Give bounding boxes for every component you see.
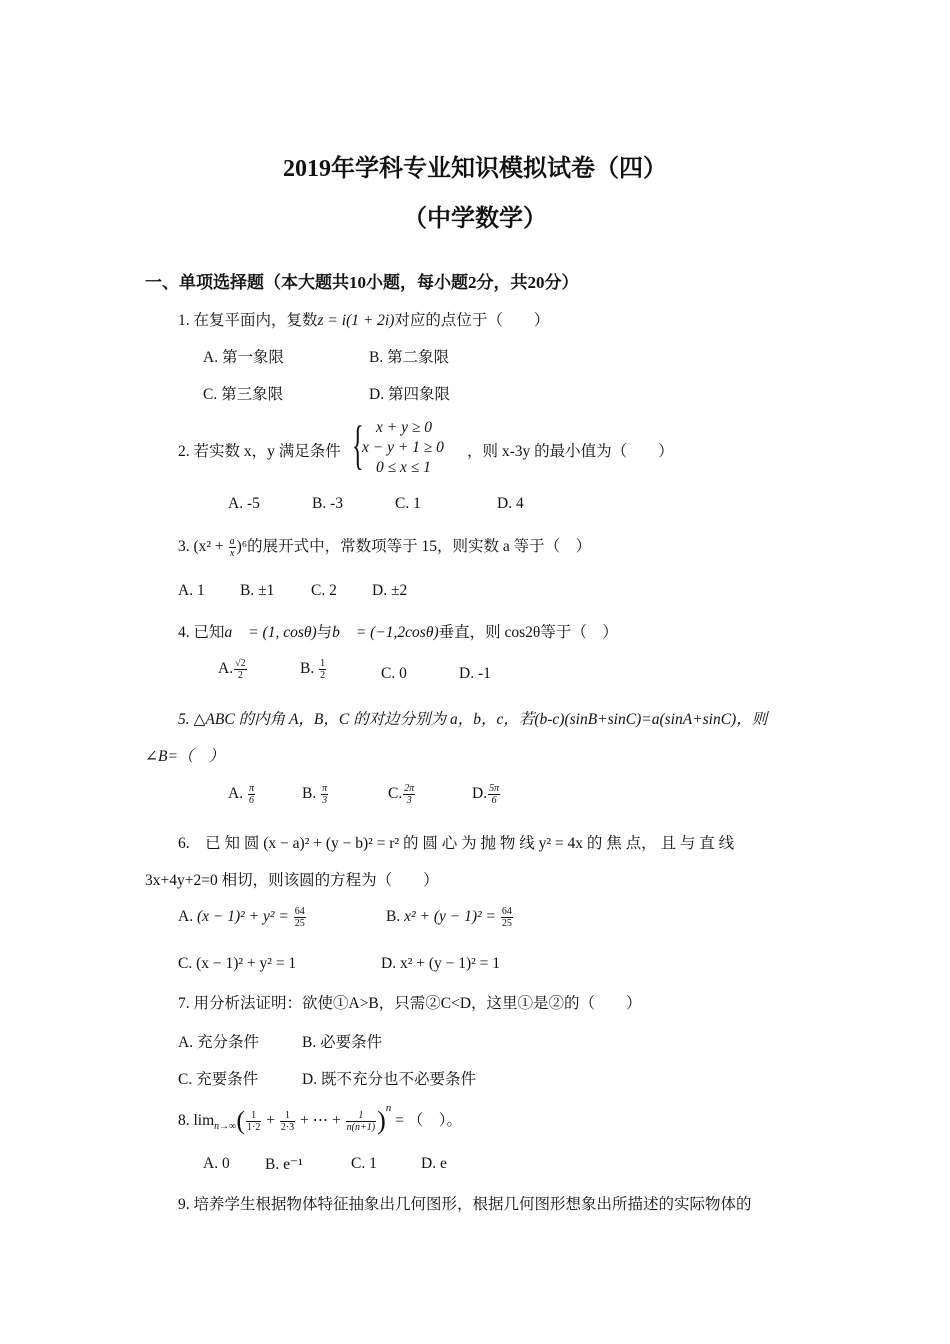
q7-option-d: D. 既不充分也不必要条件	[302, 1071, 476, 1088]
brace-icon: {	[352, 415, 364, 475]
q7-option-b: B. 必要条件	[302, 1034, 383, 1051]
q4-vector-b: b⃗ = (−1,2cosθ)	[332, 624, 439, 641]
q4-stem-b: 垂直，则 cos2θ等于（ ）	[438, 624, 618, 641]
q8-sub: n→∞	[214, 1121, 237, 1133]
q2-option-d: D. 4	[497, 495, 524, 512]
q2-stem-a: 2. 若实数 x，y 满足条件	[178, 443, 341, 460]
q4-vector-a: a⃗ = (1, cosθ)	[224, 624, 317, 641]
page-title: 2019年学科专业知识模拟试卷（四）	[283, 156, 667, 182]
q7-option-a: A. 充分条件	[178, 1034, 259, 1051]
q5-opt-a-fraction: $\frac{\pi}{6}$	[248, 783, 254, 806]
q8-term-2: $\frac{1}{2\cdot 3}$	[280, 1109, 295, 1133]
question-3	[178, 534, 591, 559]
q2-option-b: B. -3	[312, 495, 343, 512]
q3-option-d: D. ±2	[372, 582, 408, 599]
q2-constraint-3: 0 ≤ x ≤ 1	[376, 459, 431, 476]
q3-stem-a: 3. (x² +	[178, 538, 228, 555]
q6-option-d: D. x² + (y − 1)² = 1	[381, 955, 501, 972]
q6-option-b: B. x² + (y − 1)² = $\frac{64}{25}$	[386, 906, 512, 929]
q3-option-a: A. 1	[178, 582, 205, 599]
q5-opt-c-fraction: $\frac{2\pi}{3}$	[404, 783, 415, 806]
page-subtitle: （中学数学）	[403, 206, 547, 232]
q1-option-c: C. 第三象限	[203, 386, 284, 403]
q5-opt-d-fraction: $\frac{5\pi}{6}$	[489, 783, 500, 806]
question-1	[178, 308, 549, 330]
q7-stem: 7. 用分析法证明：欲使①A>B，只需②C<D，这里①是②的（ ）	[178, 995, 642, 1012]
q8-lim: 8. lim	[178, 1112, 215, 1129]
q5-option-b: B. $\frac{\pi}{3}$	[302, 783, 328, 806]
q6-line-1: 6. 已 知 圆 (x − a)² + (y − b)² = r² 的 圆 心 为 抛 物 线 y² = 4x 的 焦 点， 且 与 直 线	[178, 835, 735, 852]
q4-option-a: A. $\frac{√2}{2}$	[218, 658, 246, 681]
q4-stem-a: 4. 已知	[178, 624, 225, 641]
q3-option-c: C. 2	[311, 582, 337, 599]
q2-option-c: C. 1	[395, 495, 421, 512]
q5-line-2: ∠B=（ ）	[145, 748, 225, 765]
q3-option-b: B. ±1	[240, 582, 275, 599]
q4-opt-b-fraction: $\frac{1}{2}$	[320, 658, 326, 681]
q1-option-a: A. 第一象限	[203, 349, 284, 366]
q1-option-b: B. 第二象限	[369, 349, 450, 366]
q8-term-1: $\frac{1}{1\cdot 2}$	[246, 1109, 261, 1133]
q8-option-a: A. 0	[203, 1155, 230, 1172]
q4-mid: 与	[316, 624, 333, 641]
q1-stem-a: 1. 在复平面内，复数	[178, 312, 318, 329]
q8-exp: n	[385, 1102, 392, 1114]
q4-option-c: C. 0	[381, 665, 407, 682]
q6-line-2: 3x+4y+2=0 相切，则该圆的方程为（ ）	[145, 872, 439, 889]
q8-stem-b: = （ ）。	[395, 1112, 462, 1129]
question-4	[178, 620, 618, 642]
q2-option-a: A. -5	[228, 495, 260, 512]
q8-option-c: C. 1	[351, 1155, 377, 1172]
q3-stem-b: )⁶的展开式中，常数项等于 15，则实数 a 等于（ ）	[236, 538, 592, 555]
q6-option-c: C. (x − 1)² + y² = 1	[178, 955, 297, 972]
q6-opt-b-fraction: $\frac{64}{25}$	[501, 906, 512, 929]
q8-dots: + ⋯ +	[300, 1112, 341, 1129]
q1-stem-b: 对应的点位于（ ）	[394, 312, 550, 329]
section-header: 一、单项选择题（本大题共10小题，每小题2分，共20分）	[145, 273, 579, 292]
q2-constraint-2: x − y + 1 ≥ 0	[362, 439, 444, 456]
question-8: 8. $\lim_{n\to\infty}$( $\frac{1}{1\cdot 2}$ + $\frac{1}{2\cdot 3}$ + ⋯ + $\frac{1}{n(n+1)}$ )$^n$ = （ ）。	[178, 1102, 462, 1136]
q4-option-b: B. $\frac{1}{2}$	[300, 658, 326, 681]
q2-constraint-1: x + y ≥ 0	[376, 419, 432, 436]
q1-math: z = i(1 + 2i)	[317, 312, 395, 329]
q5-option-d: D. $\frac{5\pi}{6}$	[472, 783, 500, 806]
q7-option-c: C. 充要条件	[178, 1071, 259, 1088]
q1-option-d: D. 第四象限	[369, 386, 450, 403]
q8-term-3: $\frac{1}{n(n+1)}$	[346, 1109, 376, 1133]
q8-option-b: B. e⁻¹	[265, 1156, 303, 1173]
q8-option-d: D. e	[421, 1155, 447, 1172]
q6-option-a: A. (x − 1)² + y² = $\frac{64}{25}$	[178, 906, 305, 929]
q4-opt-a-fraction: $\frac{√2}{2}$	[235, 658, 246, 681]
q5-opt-b-fraction: $\frac{\pi}{3}$	[322, 783, 328, 806]
q9-line-1: 9. 培养学生根据物体特征抽象出几何图形，根据几何图形想象出所描述的实际物体的	[178, 1196, 752, 1213]
q2-stem-b: ，则 x-3y 的最小值为（ ）	[467, 443, 674, 460]
q5-option-c: C. $\frac{2\pi}{3}$	[388, 783, 415, 806]
q5-line-1: 5. △ABC 的内角 A，B，C 的对边分别为 a，b，c，若(b-c)(sinB+sinC)=a(sinA+sinC)，则	[178, 711, 768, 728]
q6-opt-a-fraction: $\frac{64}{25}$	[294, 906, 305, 929]
q3-fraction: $\frac{a}{x}$	[229, 535, 235, 559]
q5-option-a: A. $\frac{\pi}{6}$	[228, 783, 254, 806]
q4-option-d: D. -1	[459, 665, 491, 682]
